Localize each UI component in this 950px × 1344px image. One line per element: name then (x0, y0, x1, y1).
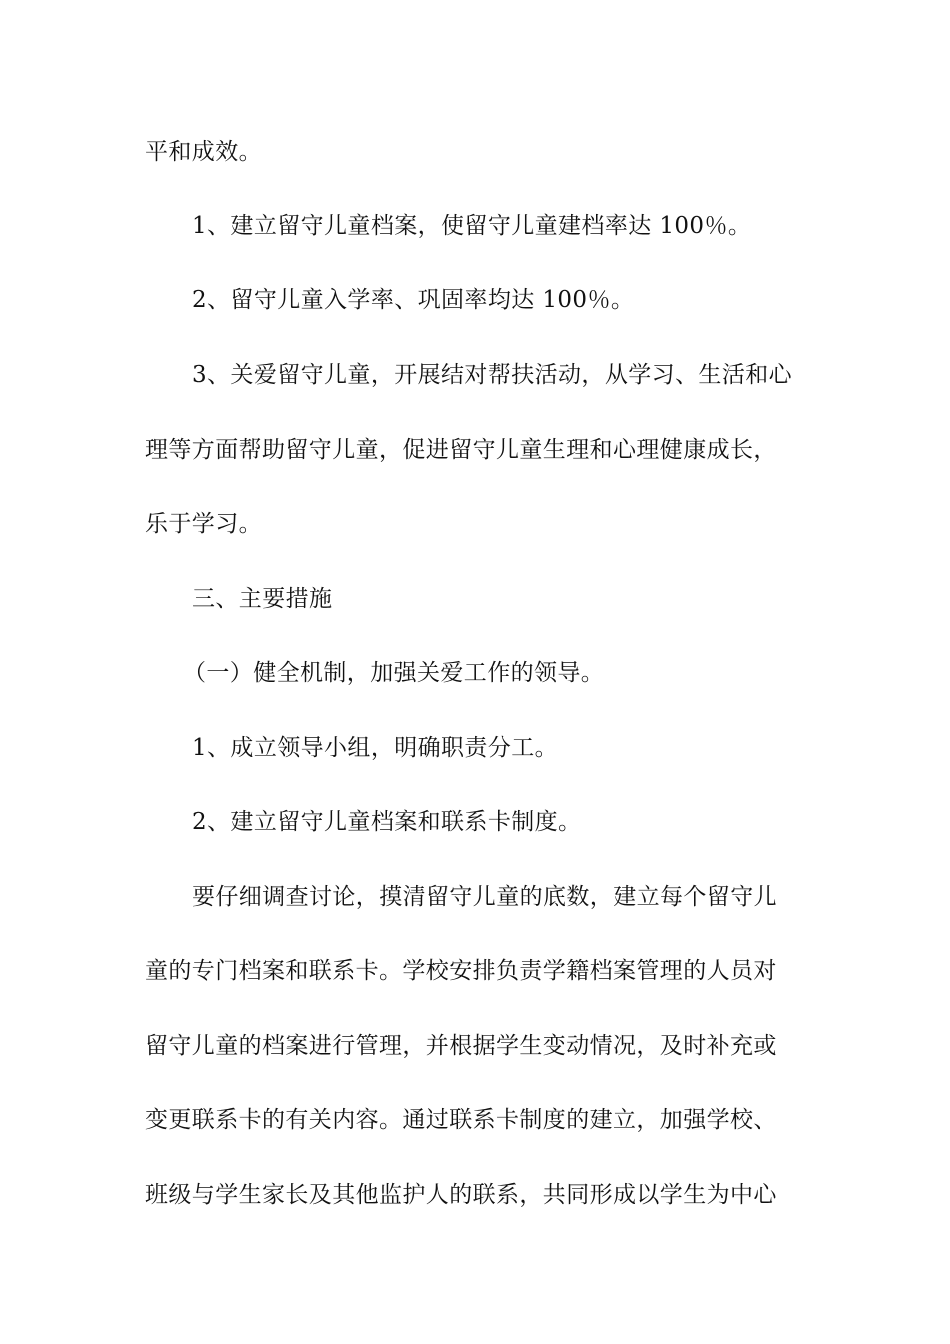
text-line-15: 班级与学生家长及其他监护人的联系，共同形成以学生为中心 (145, 1182, 777, 1208)
section-heading: 三、主要措施 (192, 586, 333, 612)
text-line-4: 3、关爱留守儿童，开展结对帮扶活动，从学习、生活和心 (192, 362, 793, 388)
text-line-3: 2、留守儿童入学率、巩固率均达 100％。 (192, 287, 635, 313)
subsection-heading: （一）健全机制，加强关爱工作的领导。 (183, 660, 605, 686)
text-line-12: 童的专门档案和联系卡。学校安排负责学籍档案管理的人员对 (145, 958, 777, 984)
text-line-9: 1、成立领导小组，明确职责分工。 (192, 735, 559, 761)
text-line-6: 乐于学习。 (145, 511, 262, 537)
text-line-2: 1、建立留守儿童档案，使留守儿童建档率达 100％。 (192, 213, 752, 239)
text-line-5: 理等方面帮助留守儿童，促进留守儿童生理和心理健康成长， (145, 437, 777, 463)
text-line-10: 2、建立留守儿童档案和联系卡制度。 (192, 809, 582, 835)
text-line-1: 平和成效。 (145, 139, 262, 165)
text-line-14: 变更联系卡的有关内容。通过联系卡制度的建立，加强学校、 (145, 1107, 777, 1133)
text-line-13: 留守儿童的档案进行管理，并根据学生变动情况，及时补充或 (145, 1033, 777, 1059)
text-line-11: 要仔细调查讨论，摸清留守儿童的底数，建立每个留守儿 (192, 884, 777, 910)
